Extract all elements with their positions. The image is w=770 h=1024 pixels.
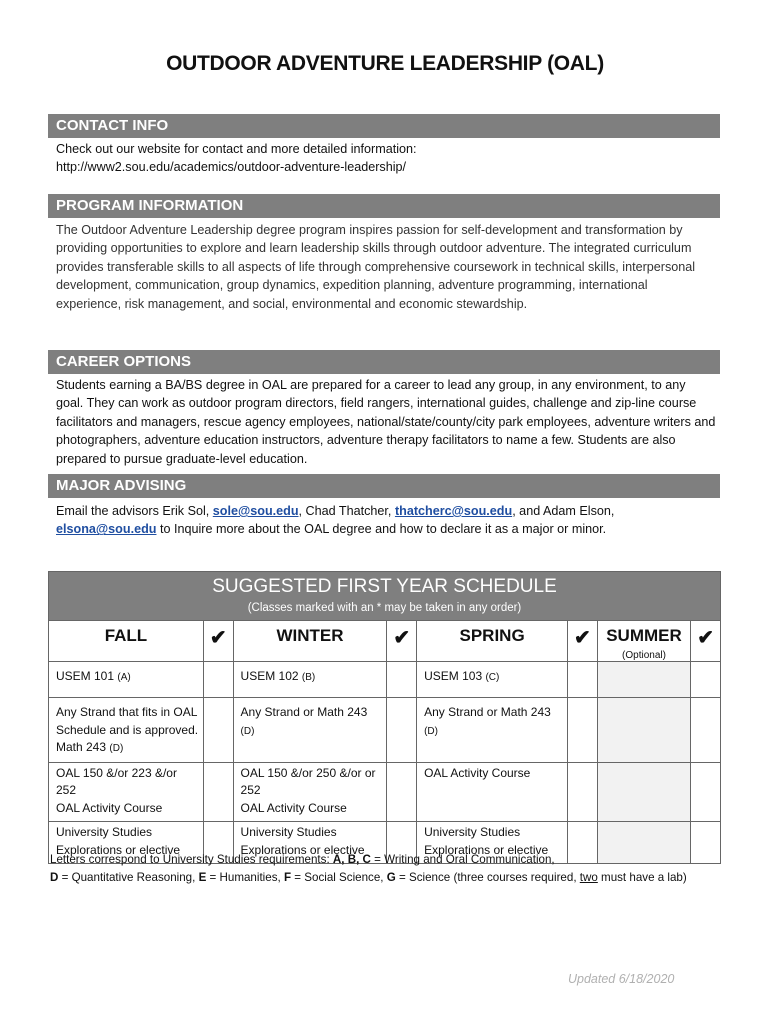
note-emphasis: two xyxy=(579,870,598,884)
spring-course: University Studies Explorations or elective xyxy=(417,822,568,864)
fall-checkbox[interactable] xyxy=(203,698,233,763)
check-icon xyxy=(203,621,233,662)
note-text: must have a lab) xyxy=(597,870,687,884)
fall-course xyxy=(49,698,204,763)
course-code: (D) xyxy=(424,725,438,737)
note-letters: A, B, C xyxy=(332,853,371,866)
header-fall-label: FALL xyxy=(104,626,148,645)
course-text: OAL 150 &/or 223 &/or 252 xyxy=(56,765,177,797)
check-icon-glyph: ✔ xyxy=(574,627,591,649)
spring-course xyxy=(417,662,568,698)
winter-course xyxy=(233,762,387,822)
advising-heading: MAJOR ADVISING xyxy=(48,474,720,498)
fall-checkbox[interactable] xyxy=(203,762,233,822)
check-icon-glyph: ✔ xyxy=(697,627,715,649)
table-row xyxy=(49,698,721,763)
summer-course[interactable] xyxy=(597,762,691,822)
summer-checkbox[interactable] xyxy=(691,698,721,763)
schedule-table xyxy=(48,571,721,864)
career-text: Students earning a BA/BS degree in OAL are prepared for a career to lead any group, in any environment, to any goal. They can work as outdoor program directors, field rangers, international guides, challenge and zip-line course facilitators and managers, rescue agency employees, national/state/county/city park employees, adventure writers and photographers, adventure education instructors, adventure therapy facilitators to name a few. Students are also prepared to pursue graduate-level education. xyxy=(56,378,716,466)
spring-checkbox[interactable] xyxy=(568,662,598,698)
advising-text-part: to Inquire more about the OAL degree and how to declare it as a major or minor. xyxy=(156,522,607,537)
spring-course xyxy=(417,698,568,763)
note-text: = Science (three courses required, xyxy=(395,870,580,884)
spring-course xyxy=(417,762,568,822)
check-icon-glyph: ✔ xyxy=(209,627,227,649)
course-text: OAL 150 &/or 250 &/or or 252 xyxy=(240,765,376,797)
program-text: The Outdoor Adventure Leadership degree program inspires passion for self-development and transformation by providing opportunities to explore and learn leadership skills through outdoor adventure. The integrated curriculum provides transferable skills to all aspects of life through comprehensive coursework in technical skills, interpersonal development, communication, group dynamics, expedition planning, adventure programming, international experience, risk management, and social, environmental and economic stewardship. xyxy=(56,223,696,311)
course-text: OAL Activity Course xyxy=(240,800,347,815)
contact-line1: Check out our website for contact and more detailed information: xyxy=(56,142,417,156)
header-summer-label: SUMMER xyxy=(606,626,682,645)
header-fall xyxy=(49,621,204,662)
header-spring-label: SPRING xyxy=(459,626,525,645)
fall-course xyxy=(49,762,204,822)
schedule-title: SUGGESTED FIRST YEAR SCHEDULE xyxy=(212,576,557,597)
header-spring xyxy=(417,621,568,662)
note-letter: F xyxy=(283,870,292,884)
note-text: = Quantitative Reasoning, xyxy=(58,870,199,884)
course-code: (A) xyxy=(117,672,131,683)
note-text: Letters correspond to University Studies requirements: xyxy=(50,853,333,866)
course-text: Any Strand that fits in OAL Schedule and is approved. Math 243 xyxy=(56,705,199,754)
summer-optional-note: (Optional) xyxy=(622,650,666,661)
winter-course xyxy=(233,662,387,698)
winter-checkbox[interactable] xyxy=(387,698,417,763)
advising-text-part: , Chad Thatcher, xyxy=(298,504,395,518)
note-letter: E xyxy=(198,870,207,884)
course-text: USEM 103 xyxy=(424,669,483,683)
advising-text-part: Email the advisors Erik Sol, xyxy=(56,504,213,518)
summer-checkbox[interactable] xyxy=(691,662,721,698)
note-text: = Writing and Oral Communication, xyxy=(370,853,555,866)
check-icon xyxy=(568,621,598,662)
course-text: USEM 102 xyxy=(240,669,299,683)
header-winter-label: WINTER xyxy=(276,626,344,645)
check-icon xyxy=(387,621,417,662)
header-summer xyxy=(597,621,691,662)
table-row xyxy=(49,662,721,698)
header-winter xyxy=(233,621,387,662)
course-text: OAL Activity Course xyxy=(424,765,531,780)
table-row xyxy=(49,762,721,822)
page-title: OUTDOOR ADVENTURE LEADERSHIP (OAL) xyxy=(166,52,604,75)
schedule-header-row xyxy=(49,621,721,662)
email-link-sol[interactable]: sole@sou.edu xyxy=(212,504,299,518)
note-letter: G xyxy=(386,870,396,884)
spring-checkbox[interactable] xyxy=(568,762,598,822)
fall-course xyxy=(49,662,204,698)
contact-heading: CONTACT INFO xyxy=(48,114,720,138)
contact-body xyxy=(56,140,716,177)
contact-url[interactable]: http://www2.sou.edu/academics/outdoor-adventure-leadership/ xyxy=(56,160,407,175)
note-letter: D xyxy=(50,870,59,884)
advising-text-part: , and Adam Elson, xyxy=(512,504,615,518)
winter-course xyxy=(233,698,387,763)
email-link-thatcher[interactable]: thatcherc@sou.edu xyxy=(394,504,513,518)
course-text: USEM 101 xyxy=(56,669,115,683)
summer-course[interactable] xyxy=(597,662,691,698)
updated-date: Updated 6/18/2020 xyxy=(568,972,675,986)
program-heading: PROGRAM INFORMATION xyxy=(48,194,720,218)
course-text: OAL Activity Course xyxy=(56,800,163,815)
check-icon xyxy=(691,621,721,662)
winter-course: University Studies Explorations or elective xyxy=(233,822,387,864)
summer-course[interactable] xyxy=(597,698,691,763)
career-heading: CAREER OPTIONS xyxy=(48,350,720,374)
note-text: = Humanities, xyxy=(206,870,284,884)
course-text: Any Strand or Math 243 xyxy=(424,705,551,719)
email-link-elson[interactable]: elsona@sou.edu xyxy=(56,522,157,537)
course-code: (B) xyxy=(301,672,316,683)
course-code: (D) xyxy=(240,725,255,737)
course-code: (C) xyxy=(485,672,500,683)
course-text: Any Strand or Math 243 xyxy=(240,705,368,719)
spring-checkbox[interactable] xyxy=(568,698,598,763)
advising-text xyxy=(56,502,716,539)
fall-course: University Studies Explorations or elective xyxy=(49,822,204,864)
schedule-subtitle: (Classes marked with an * may be taken in any order) xyxy=(247,602,522,614)
winter-checkbox[interactable] xyxy=(387,662,417,698)
winter-checkbox[interactable] xyxy=(387,762,417,822)
requirements-note xyxy=(50,851,740,886)
fall-checkbox[interactable] xyxy=(203,662,233,698)
schedule-title-row xyxy=(49,572,721,621)
note-text: = Social Science, xyxy=(291,870,387,884)
summer-checkbox[interactable] xyxy=(691,762,721,822)
course-code: (D) xyxy=(109,743,124,754)
check-icon-glyph: ✔ xyxy=(393,627,411,649)
